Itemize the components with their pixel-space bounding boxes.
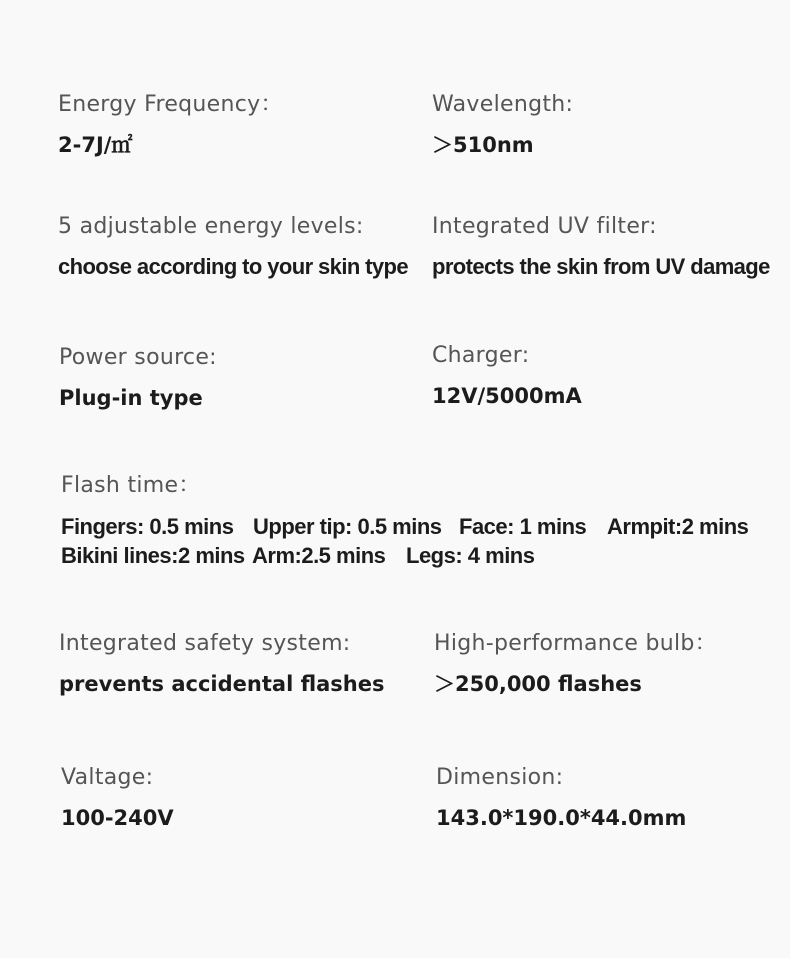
spec-dimension: [436, 764, 686, 832]
spec-value: 143.0*190.0*44.0mm: [436, 806, 687, 830]
spec-label: 5 adjustable energy levels:: [58, 214, 364, 239]
spec-flash-time: [61, 472, 201, 500]
spec-charger: [432, 342, 582, 410]
spec-value: prevents accidental flashes: [59, 672, 385, 696]
flash-item-legs: Legs: 4 mins: [406, 543, 535, 568]
flash-item-armpit: Armpit:2 mins: [607, 514, 749, 539]
spec-label: High-performance bulb：: [434, 631, 717, 656]
spec-uv-filter: [432, 213, 770, 281]
spec-label: Integrated safety system:: [59, 631, 351, 656]
spec-value: ＞250,000 flashes: [434, 672, 642, 696]
spec-value: 100-240V: [61, 806, 174, 830]
spec-label: Wavelength:: [432, 92, 574, 117]
spec-label: Dimension:: [436, 765, 564, 790]
spec-label: Energy Frequency：: [58, 92, 283, 117]
spec-value: Plug-in type: [59, 386, 203, 410]
spec-value: ＞510nm: [432, 133, 534, 157]
spec-wavelength: [432, 91, 573, 159]
spec-value: 2-7J/㎡: [58, 133, 133, 157]
spec-bulb: [434, 630, 717, 698]
spec-label: Flash time：: [61, 473, 201, 498]
flash-item-face: Face: 1 mins: [459, 514, 587, 539]
spec-energy-frequency: [58, 91, 283, 159]
spec-label: Charger:: [432, 343, 530, 368]
spec-value: choose according to your skin type: [58, 254, 409, 279]
spec-label: Valtage:: [61, 765, 154, 790]
spec-safety-system: [59, 630, 385, 698]
flash-item-fingers: Fingers: 0.5 mins: [61, 514, 234, 539]
spec-power-source: [59, 344, 217, 412]
flash-item-bikini-lines: Bikini lines:2 mins: [61, 543, 245, 568]
spec-label: Integrated UV filter:: [432, 214, 657, 239]
spec-energy-levels: [58, 213, 408, 281]
spec-voltage: [61, 764, 174, 832]
flash-item-upper-tip: Upper tip: 0.5 mins: [253, 514, 442, 539]
spec-value: 12V/5000mA: [432, 384, 582, 408]
spec-label: Power source:: [59, 345, 217, 370]
flash-item-arm: Arm:2.5 mins: [252, 543, 386, 568]
spec-value: protects the skin from UV damage: [432, 254, 770, 279]
